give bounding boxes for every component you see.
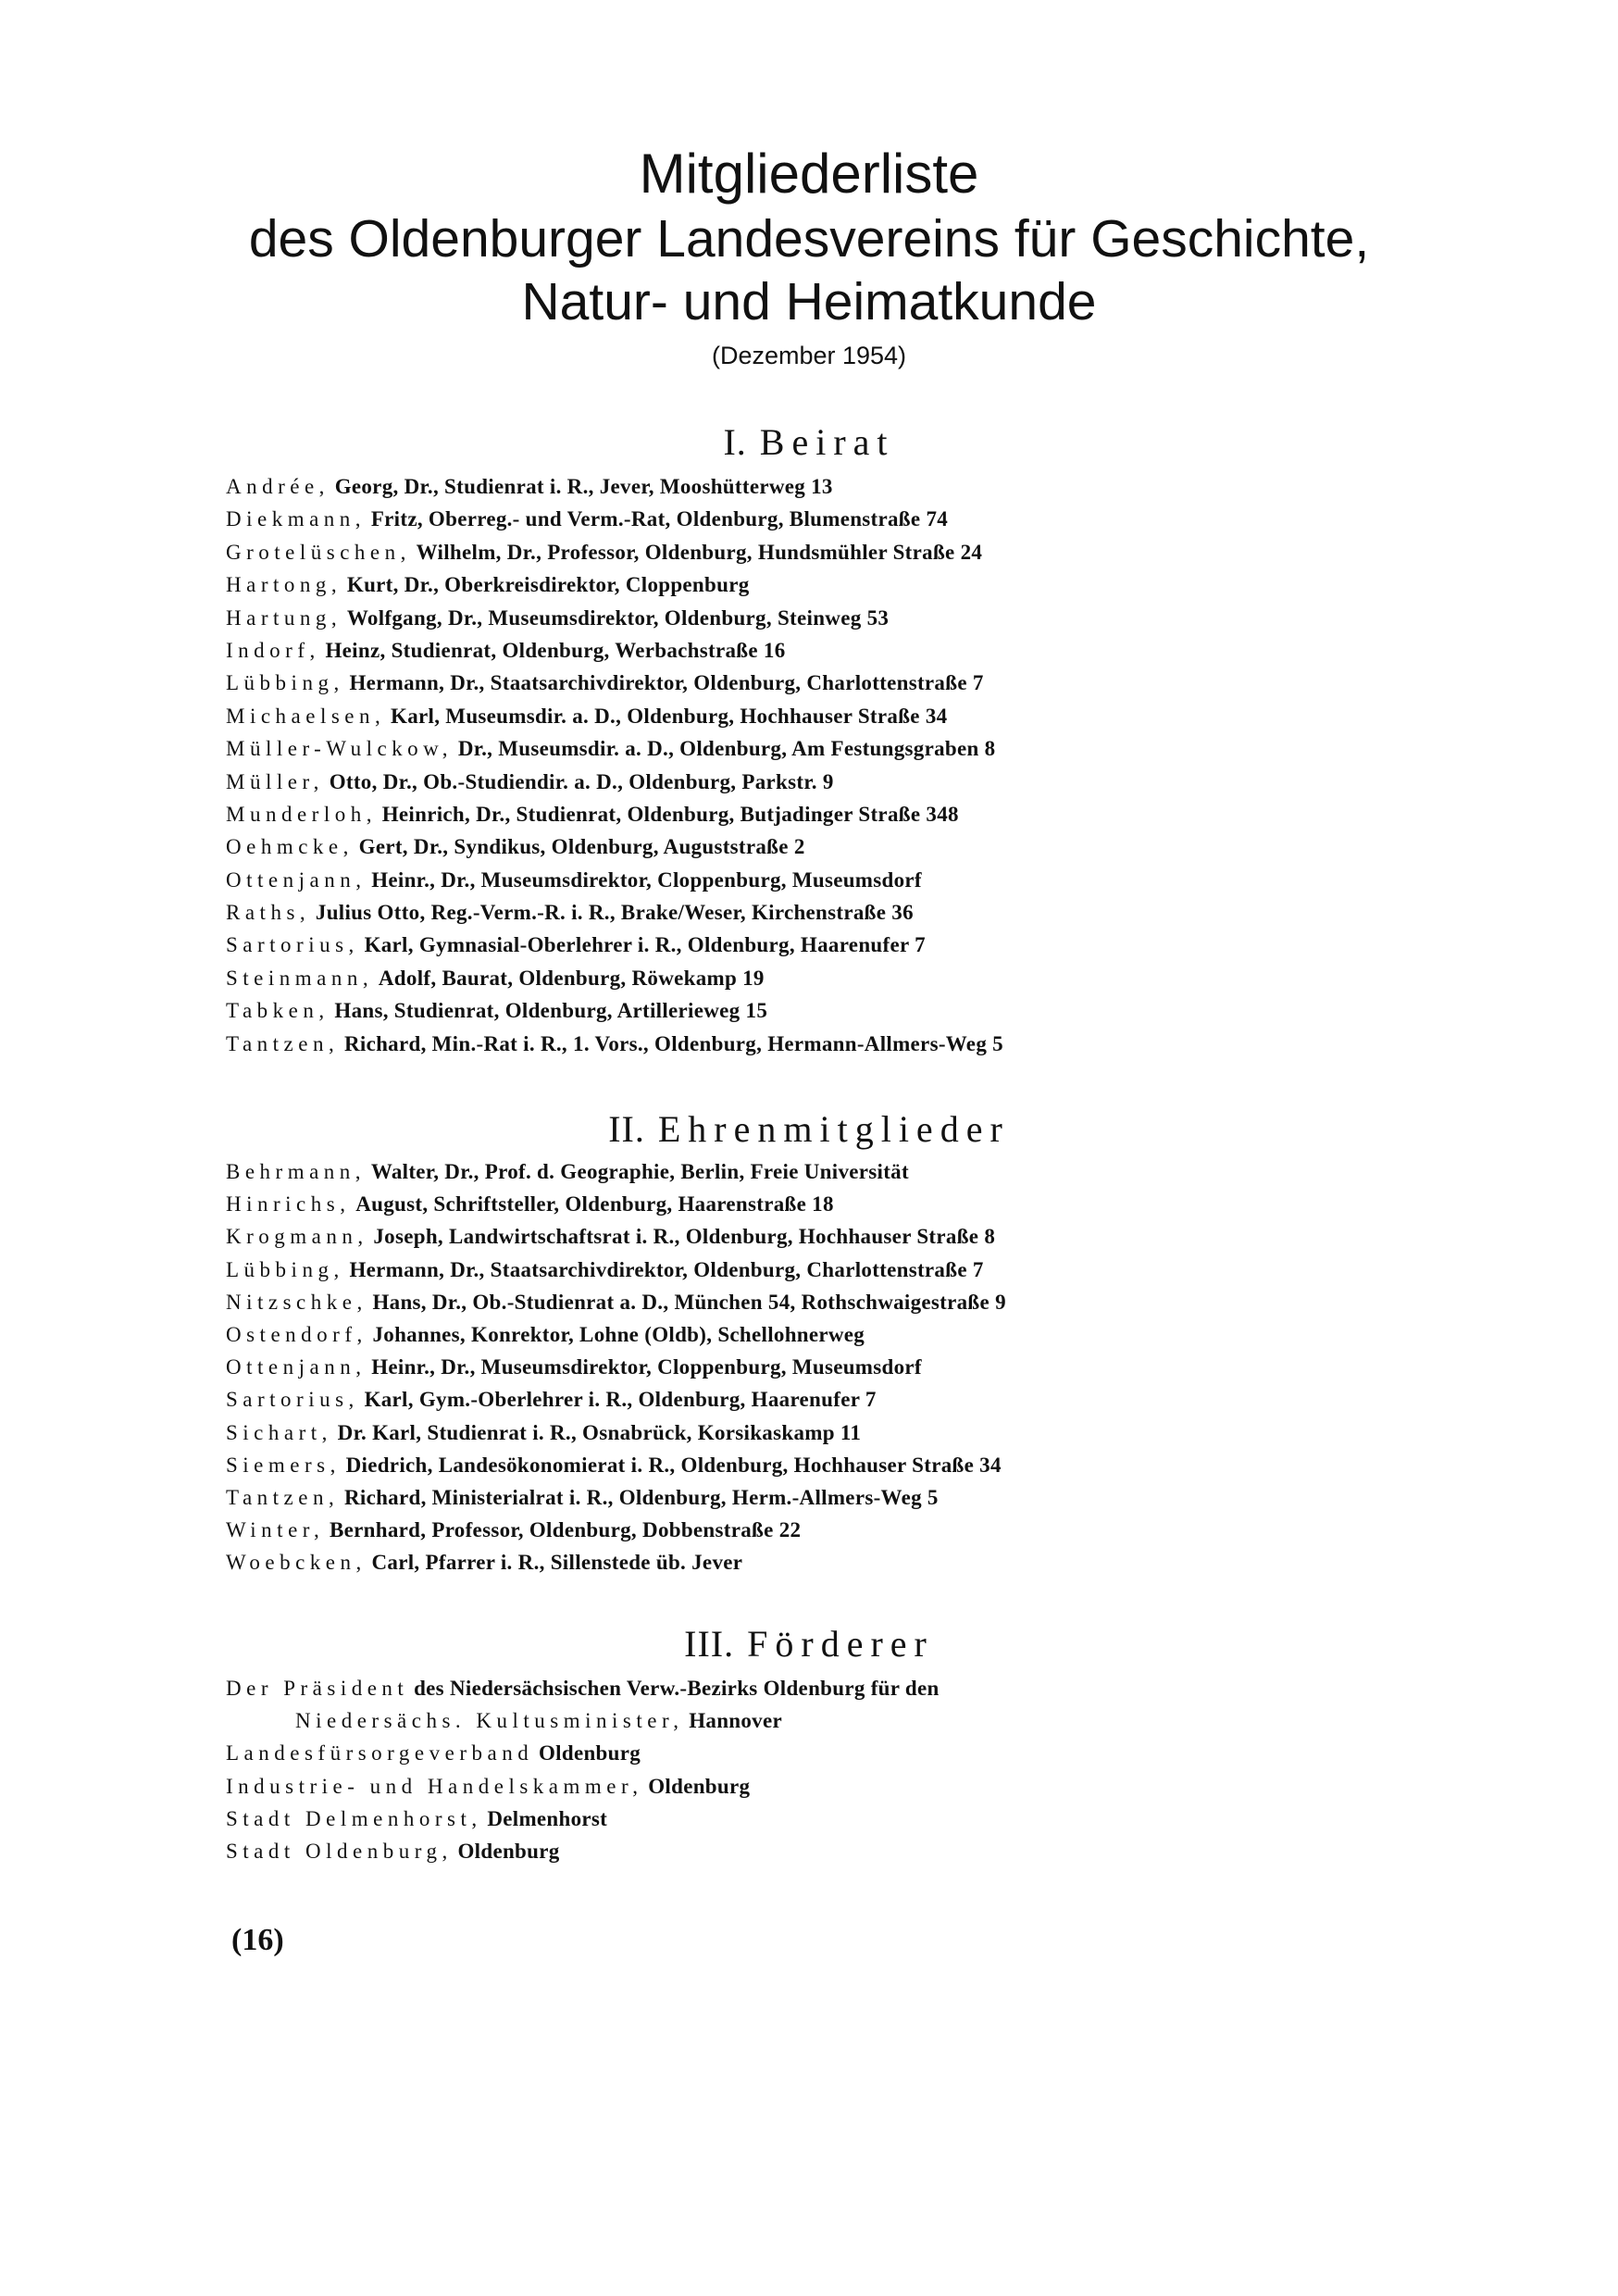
list-item <box>226 1546 1411 1578</box>
section-list-ehrenmitglieder <box>226 1155 1411 1578</box>
member-details: Bernhard, Professor, Oldenburg, Dobbenstraße 22 <box>330 1518 802 1542</box>
list-item <box>226 766 1411 798</box>
member-surname: Raths, <box>226 901 311 925</box>
member-surname: Grotelüschen, <box>226 540 411 564</box>
list-item <box>226 503 1411 535</box>
sponsor-name: Industrie- und Handelskammer, <box>226 1774 643 1798</box>
member-details: Otto, Dr., Ob.-Studiendir. a. D., Oldenburg, Parkstr. 9 <box>329 769 834 793</box>
section-number: I. <box>723 421 747 463</box>
member-surname: Sartorius, <box>226 933 359 957</box>
list-item <box>226 1028 1411 1060</box>
member-surname: Michaelsen, <box>226 704 386 728</box>
list-item <box>226 830 1411 863</box>
member-details: Carl, Pfarrer i. R., Sillenstede üb. Jever <box>371 1551 743 1575</box>
member-surname: Krogmann, <box>226 1225 368 1249</box>
member-details: Richard, Ministerialrat i. R., Oldenburg, Herm.-Allmers-Weg 5 <box>343 1485 939 1509</box>
list-item <box>226 1704 1411 1737</box>
list-item <box>226 536 1411 568</box>
member-details: Hermann, Dr., Staatsarchivdirektor, Oldenburg, Charlottenstraße 7 <box>349 1257 984 1281</box>
member-surname: Müller, <box>226 769 324 793</box>
member-surname: Hartung, <box>226 605 342 630</box>
member-details: Heinz, Studienrat, Oldenburg, Werbachstraße 16 <box>325 638 786 662</box>
member-surname: Tantzen, <box>226 1485 340 1509</box>
member-details: Georg, Dr., Studienrat i. R., Jever, Mooshütterweg 13 <box>334 475 833 498</box>
member-details: Wilhelm, Dr., Professor, Oldenburg, Hundsmühler Straße 24 <box>416 540 983 564</box>
list-item <box>226 1188 1411 1220</box>
member-details: Kurt, Dr., Oberkreisdirektor, Cloppenburg <box>346 573 750 597</box>
list-item <box>226 634 1411 667</box>
member-details: Heinrich, Dr., Studienrat, Oldenburg, Butjadinger Straße 348 <box>381 802 959 826</box>
list-item <box>226 1672 1411 1704</box>
member-details: Adolf, Baurat, Oldenburg, Röwekamp 19 <box>378 966 765 990</box>
section-title: Beirat <box>759 421 895 463</box>
list-item <box>226 1318 1411 1351</box>
sponsor-details: Delmenhorst <box>487 1806 608 1830</box>
list-item <box>226 994 1411 1027</box>
list-item <box>226 1286 1411 1318</box>
list-item <box>226 1835 1411 1867</box>
list-item <box>226 1770 1411 1803</box>
member-details: Richard, Min.-Rat i. R., 1. Vors., Oldenburg, Hermann-Allmers-Weg 5 <box>343 1031 1003 1055</box>
member-details: Hermann, Dr., Staatsarchivdirektor, Oldenburg, Charlottenstraße 7 <box>349 671 984 695</box>
member-details: Diedrich, Landesökonomierat i. R., Oldenburg, Hochhauser Straße 34 <box>345 1453 1002 1477</box>
member-surname: Nitzschke, <box>226 1290 367 1314</box>
section-title: Ehrenmitglieder <box>657 1108 1010 1150</box>
list-item <box>226 602 1411 634</box>
member-surname: Sartorius, <box>226 1388 359 1412</box>
sponsor-name: Landesfürsorgeverband <box>226 1741 534 1766</box>
list-item <box>226 798 1411 830</box>
list-item <box>226 1449 1411 1481</box>
sponsor-details: Oldenburg <box>457 1839 560 1863</box>
member-surname: Indorf, <box>226 638 320 662</box>
member-surname: Müller-Wulckow, <box>226 737 454 761</box>
member-surname: Woebcken, <box>226 1551 367 1575</box>
section-heading-beirat <box>0 420 1618 465</box>
member-surname: Winter, <box>226 1518 325 1542</box>
sponsor-details: Oldenburg <box>648 1774 751 1798</box>
list-item <box>226 1416 1411 1449</box>
member-details: Karl, Museumsdir. a. D., Oldenburg, Hochhauser Straße 34 <box>391 704 948 728</box>
member-surname: Hinrichs, <box>226 1192 351 1217</box>
member-surname: Hartong, <box>226 573 342 597</box>
list-item <box>226 732 1411 765</box>
member-details: Johannes, Konrektor, Lohne (Oldb), Schellohnerweg <box>372 1322 865 1346</box>
list-item <box>226 929 1411 961</box>
list-item <box>226 1351 1411 1383</box>
member-surname: Ottenjann, <box>226 867 367 892</box>
member-details: Walter, Dr., Prof. d. Geographie, Berlin, Freie Universität <box>370 1160 909 1183</box>
list-item <box>226 1514 1411 1546</box>
sponsor-name: Stadt Oldenburg, <box>226 1839 453 1863</box>
member-details: Heinr., Dr., Museumsdirektor, Cloppenburg, Museumsdorf <box>371 867 922 892</box>
member-surname: Sichart, <box>226 1420 332 1444</box>
member-details: Hans, Studienrat, Oldenburg, Artillerieweg 15 <box>334 999 768 1023</box>
page-number: (16) <box>231 1923 284 1957</box>
list-item <box>226 962 1411 994</box>
document-date: (Dezember 1954) <box>711 342 907 369</box>
list-item <box>226 864 1411 896</box>
list-item <box>226 896 1411 929</box>
sponsor-details: Hannover <box>689 1709 782 1733</box>
member-details: Fritz, Oberreg.- und Verm.-Rat, Oldenburg, Blumenstraße 74 <box>370 507 949 531</box>
member-details: Joseph, Landwirtschaftsrat i. R., Oldenburg, Hochhauser Straße 8 <box>373 1225 996 1249</box>
member-details: Karl, Gym.-Oberlehrer i. R., Oldenburg, Haarenufer 7 <box>364 1388 877 1412</box>
section-list-beirat <box>226 470 1411 1060</box>
section-list-foerderer <box>226 1672 1411 1867</box>
member-surname: Andrée, <box>226 475 330 498</box>
member-surname: Tantzen, <box>226 1031 340 1055</box>
sponsor-name: Niedersächs. Kultusminister, <box>295 1709 684 1733</box>
section-title: Förderer <box>747 1623 934 1665</box>
list-item <box>226 1155 1411 1188</box>
member-details: August, Schriftsteller, Oldenburg, Haarenstraße 18 <box>355 1192 834 1217</box>
sponsor-name: Der Präsident <box>226 1677 409 1700</box>
member-surname: Oehmcke, <box>226 835 354 859</box>
list-item <box>226 470 1411 503</box>
section-heading-ehrenmitglieder <box>0 1107 1618 1152</box>
subtitle-line-2: Natur- und Heimatkunde <box>521 272 1097 331</box>
member-surname: Steinmann, <box>226 966 374 990</box>
page-title: Mitgliederliste <box>639 143 979 205</box>
member-surname: Lübbing, <box>226 671 344 695</box>
list-item <box>226 1803 1411 1835</box>
sponsor-details: des Niedersächsischen Verw.-Bezirks Oldenburg für den <box>414 1677 940 1700</box>
section-number: II. <box>608 1108 645 1150</box>
sponsor-name: Stadt Delmenhorst, <box>226 1806 482 1830</box>
member-details: Wolfgang, Dr., Museumsdirektor, Oldenburg, Steinweg 53 <box>346 605 890 630</box>
member-details: Heinr., Dr., Museumsdirektor, Cloppenburg, Museumsdorf <box>371 1355 922 1379</box>
sponsor-details: Oldenburg <box>538 1741 641 1766</box>
member-surname: Siemers, <box>226 1453 341 1477</box>
section-number: III. <box>684 1623 735 1665</box>
list-item <box>226 1737 1411 1769</box>
member-surname: Tabken, <box>226 999 330 1023</box>
member-surname: Behrmann, <box>226 1160 367 1183</box>
member-surname: Ottenjann, <box>226 1355 367 1379</box>
member-details: Karl, Gymnasial-Oberlehrer i. R., Oldenburg, Haarenufer 7 <box>364 933 926 957</box>
member-details: Hans, Dr., Ob.-Studienrat a. D., München 54, Rothschwaigestraße 9 <box>372 1290 1006 1314</box>
list-item <box>226 1481 1411 1514</box>
list-item <box>226 568 1411 601</box>
subtitle-line-1: des Oldenburger Landesvereins für Geschichte, <box>248 209 1370 268</box>
list-item <box>226 1383 1411 1416</box>
list-item <box>226 700 1411 732</box>
member-surname: Diekmann, <box>226 507 367 531</box>
member-surname: Ostendorf, <box>226 1322 367 1346</box>
member-surname: Munderloh, <box>226 802 377 826</box>
list-item <box>226 667 1411 699</box>
list-item <box>226 1220 1411 1253</box>
member-surname: Lübbing, <box>226 1257 344 1281</box>
member-details: Dr. Karl, Studienrat i. R., Osnabrück, Korsikaskamp 11 <box>337 1420 862 1444</box>
member-details: Dr., Museumsdir. a. D., Oldenburg, Am Festungsgraben 8 <box>457 737 996 761</box>
member-details: Julius Otto, Reg.-Verm.-R. i. R., Brake/Weser, Kirchenstraße 36 <box>315 901 914 925</box>
member-details: Gert, Dr., Syndikus, Oldenburg, Auguststraße 2 <box>358 835 805 859</box>
section-heading-foerderer <box>0 1622 1618 1666</box>
list-item <box>226 1254 1411 1286</box>
